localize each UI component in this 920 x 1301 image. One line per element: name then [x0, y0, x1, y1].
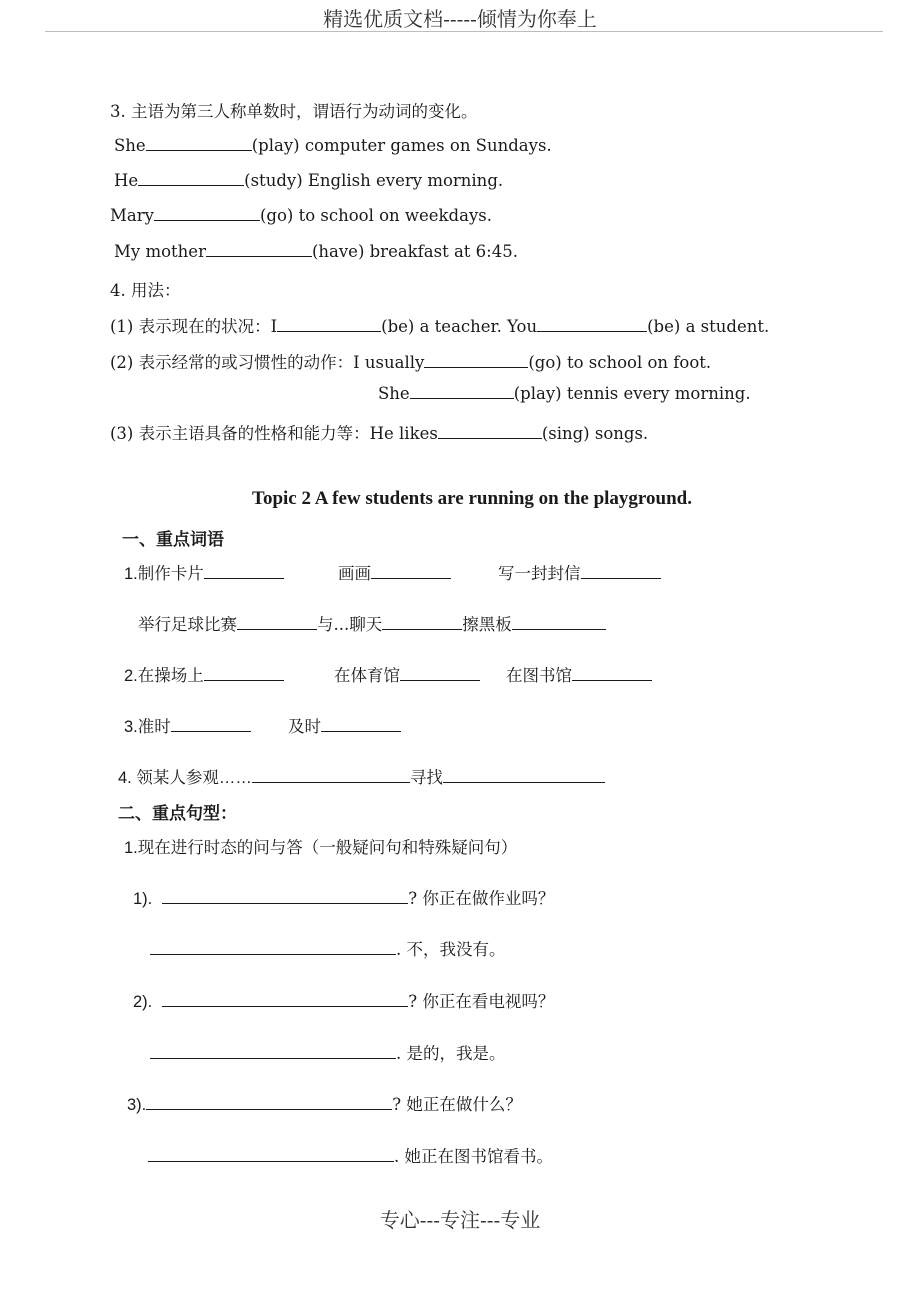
answer-blank[interactable] — [400, 666, 480, 681]
vocab-item: 举行足球比赛 与...聊天 擦黑板 — [138, 611, 606, 635]
answer-blank[interactable] — [237, 615, 317, 630]
exercise-line-1 — [114, 136, 552, 155]
sentences-heading: 二、重点句型： — [118, 804, 237, 824]
answer-blank[interactable] — [150, 940, 396, 955]
answer-blank[interactable] — [537, 317, 647, 332]
usage-prefix: (3) 表示主语具备的性格和能力等：He likes — [110, 424, 438, 443]
exercise-suffix: (study) English every morning. — [244, 171, 504, 190]
usage-middle: (be) a teacher. You — [381, 317, 538, 336]
exercise-line-3 — [110, 206, 492, 225]
answer-line: . 不，我没有。 — [150, 936, 506, 960]
topic-title: Topic 2 A few students are running on the playground. — [252, 488, 692, 509]
grammar-item-3: 3. 主语为第三人称单数时，谓语行为动词的变化。 — [110, 102, 478, 121]
vocab-heading: 一、重点词语 — [122, 530, 224, 550]
answer-blank[interactable] — [146, 136, 252, 151]
usage-line-1 — [110, 313, 769, 337]
answer-blank[interactable] — [204, 564, 284, 579]
usage-line-2b — [378, 384, 751, 403]
answer-blank[interactable] — [371, 564, 451, 579]
vocab-item: 2.在操场上 — [124, 662, 284, 686]
answer-blank[interactable] — [252, 768, 410, 783]
answer-blank[interactable] — [204, 666, 284, 681]
answer-blank[interactable] — [138, 171, 244, 186]
answer-blank[interactable] — [148, 1147, 394, 1162]
grammar-item-4: 4. 用法： — [110, 281, 181, 300]
answer-blank[interactable] — [206, 242, 312, 257]
answer-blank[interactable] — [321, 717, 401, 732]
answer-blank[interactable] — [424, 353, 528, 368]
exercise-prefix: He — [114, 171, 139, 190]
vocab-item: 4. 领某人参观…… 寻找 — [118, 764, 605, 788]
answer-blank[interactable] — [410, 384, 514, 399]
usage-prefix: She — [378, 384, 410, 403]
vocab-item: 及时 — [288, 713, 401, 737]
vocab-item: 画画 — [338, 560, 451, 584]
answer-line: . 她正在图书馆看书。 — [148, 1143, 553, 1167]
vocab-item: 写一封封信 — [498, 560, 661, 584]
exercise-prefix: Mary — [110, 206, 154, 225]
answer-blank[interactable] — [154, 206, 260, 221]
answer-blank[interactable] — [443, 768, 605, 783]
usage-suffix: (go) to school on foot. — [528, 353, 712, 372]
exercise-prefix: My mother — [114, 242, 206, 261]
answer-blank[interactable] — [512, 615, 606, 630]
answer-blank[interactable] — [438, 424, 542, 439]
header-divider — [45, 31, 883, 32]
header-title: 精选优质文档-----倾情为你奉上 — [323, 7, 597, 31]
usage-prefix: (1) 表示现在的状况：I — [110, 317, 278, 336]
exercise-line-4 — [114, 242, 518, 261]
answer-blank[interactable] — [146, 1095, 392, 1110]
usage-prefix: (2) 表示经常的或习惯性的动作：I usually — [110, 353, 425, 372]
answer-blank[interactable] — [382, 615, 462, 630]
footer-text: 专心---专注---专业 — [379, 1208, 541, 1232]
exercise-prefix: She — [114, 136, 146, 155]
exercise-suffix: (have) breakfast at 6:45. — [311, 242, 518, 261]
usage-line-3 — [110, 420, 648, 444]
answer-line: . 是的，我是。 — [150, 1040, 506, 1064]
answer-blank[interactable] — [162, 889, 408, 904]
sentences-item-1: 1.现在进行时态的问与答（一般疑问句和特殊疑问句） — [124, 839, 518, 857]
answer-blank[interactable] — [572, 666, 652, 681]
question-line: 3). ? 她正在做什么？ — [127, 1095, 522, 1114]
exercise-suffix: (play) computer games on Sundays. — [251, 136, 552, 155]
answer-blank[interactable] — [150, 1044, 396, 1059]
vocab-item: 在图书馆 — [506, 662, 652, 686]
usage-suffix: (play) tennis every morning. — [513, 384, 751, 403]
vocab-item: 3.准时 — [124, 713, 251, 737]
usage-suffix: (sing) songs. — [541, 424, 649, 443]
question-line: 1). ? 你正在做作业吗？ — [133, 889, 555, 908]
vocab-item: 在体育馆 — [334, 662, 480, 686]
answer-blank[interactable] — [581, 564, 661, 579]
usage-suffix: (be) a student. — [647, 317, 770, 336]
answer-blank[interactable] — [171, 717, 251, 732]
usage-line-2 — [110, 349, 711, 373]
exercise-line-2 — [114, 171, 503, 190]
question-line: 2). ? 你正在看电视吗？ — [133, 992, 555, 1011]
answer-blank[interactable] — [162, 992, 408, 1007]
exercise-suffix: (go) to school on weekdays. — [259, 206, 492, 225]
answer-blank[interactable] — [277, 317, 381, 332]
vocab-item: 1.制作卡片 — [124, 560, 284, 584]
